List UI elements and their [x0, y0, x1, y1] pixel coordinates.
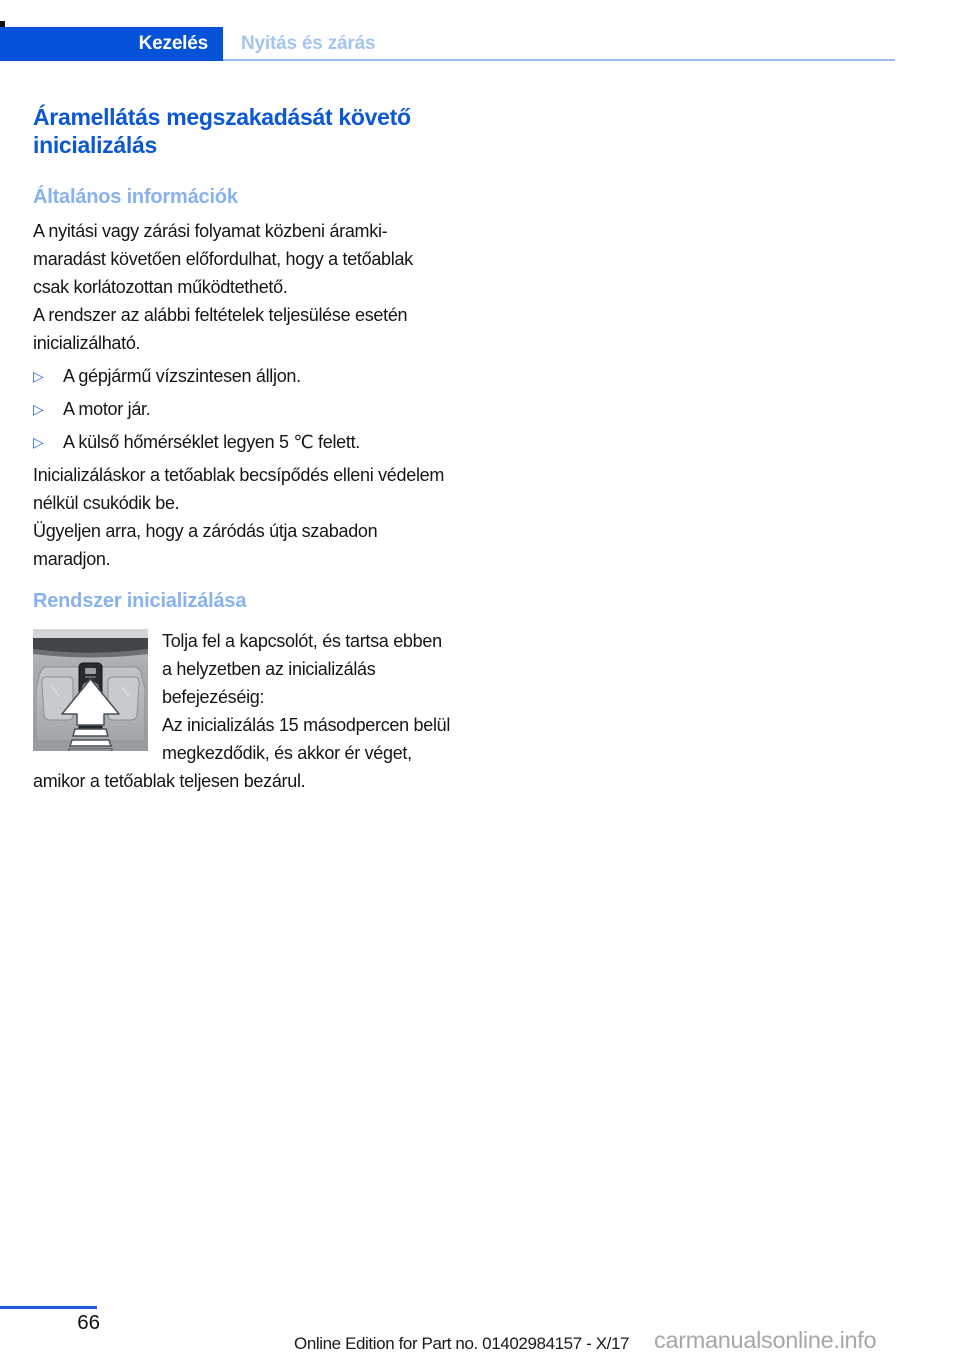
page-header: [0, 27, 960, 63]
paragraph-pinch-protection: Inicializáláskor a tetőablak becsípődés elleni védelem nélkül csukódik be.: [33, 465, 445, 513]
section-tab-label: Kezelés: [138, 33, 208, 54]
triangle-bullet-icon: ▷: [33, 368, 44, 384]
figure-with-text: [33, 627, 451, 795]
list-item-vehicle-level: [33, 362, 451, 390]
paragraph-init-duration: Az inicializálás 15 másodpercen belül megkezdődik, és akkor ér véget, amikor a tetőablak teljesen bezárul.: [33, 715, 451, 791]
list-item-text: A gépjármű vízszintesen álljon.: [63, 366, 301, 386]
header-rule: [223, 59, 895, 61]
triangle-bullet-icon: ▷: [33, 434, 44, 450]
page-number: 66: [77, 1311, 100, 1334]
sunroof-switch-up-arrow-illustration: [33, 629, 148, 751]
section-heading-general-info: Általános információk: [33, 186, 238, 208]
chapter-label: Nyitás és zárás: [241, 33, 376, 54]
section-tab: [0, 27, 223, 61]
list-item-text: A külső hőmérséklet legyen 5 ℃ felett.: [63, 432, 360, 452]
edition-note: Online Edition for Part no. 01402984157 - X/17: [294, 1334, 630, 1353]
section-heading-system-init: Rendszer inicializálása: [33, 590, 247, 612]
list-item-text: A motor jár.: [63, 399, 151, 419]
footer-rule: [0, 1306, 97, 1309]
paragraph-conditions-intro: A rendszer az alábbi feltételek teljesülése esetén inicializálható.: [33, 305, 408, 353]
watermark: carmanualsonline.info: [654, 1327, 877, 1353]
paragraph-push-switch: Tolja fel a kapcsolót, és tartsa ebben a helyzetben az inicializálás befejezéséig:: [162, 631, 442, 707]
triangle-bullet-icon: ▷: [33, 401, 44, 417]
paragraph-keep-path-clear: Ügyeljen arra, hogy a záródás útja szabadon maradjon.: [33, 521, 378, 569]
switch-glyph-top: [85, 668, 96, 674]
sunroof-switch-illustration: [33, 629, 148, 751]
roof-lining-strip: [33, 629, 148, 638]
condition-list: [33, 362, 451, 456]
windshield-edge-band: [33, 638, 148, 653]
paragraph-power-interruption: A nyitási vagy zárási folyamat közbeni áramkimaradást követően előfordulhat, hogy a tetőablak csak korlátozottan működtethető.: [33, 221, 413, 297]
main-content-column: [33, 95, 451, 795]
list-item-outside-temperature: [33, 428, 451, 456]
list-item-engine-running: [33, 395, 451, 423]
page-title: Áramellátás megszakadását követő inicializálás: [33, 104, 411, 158]
